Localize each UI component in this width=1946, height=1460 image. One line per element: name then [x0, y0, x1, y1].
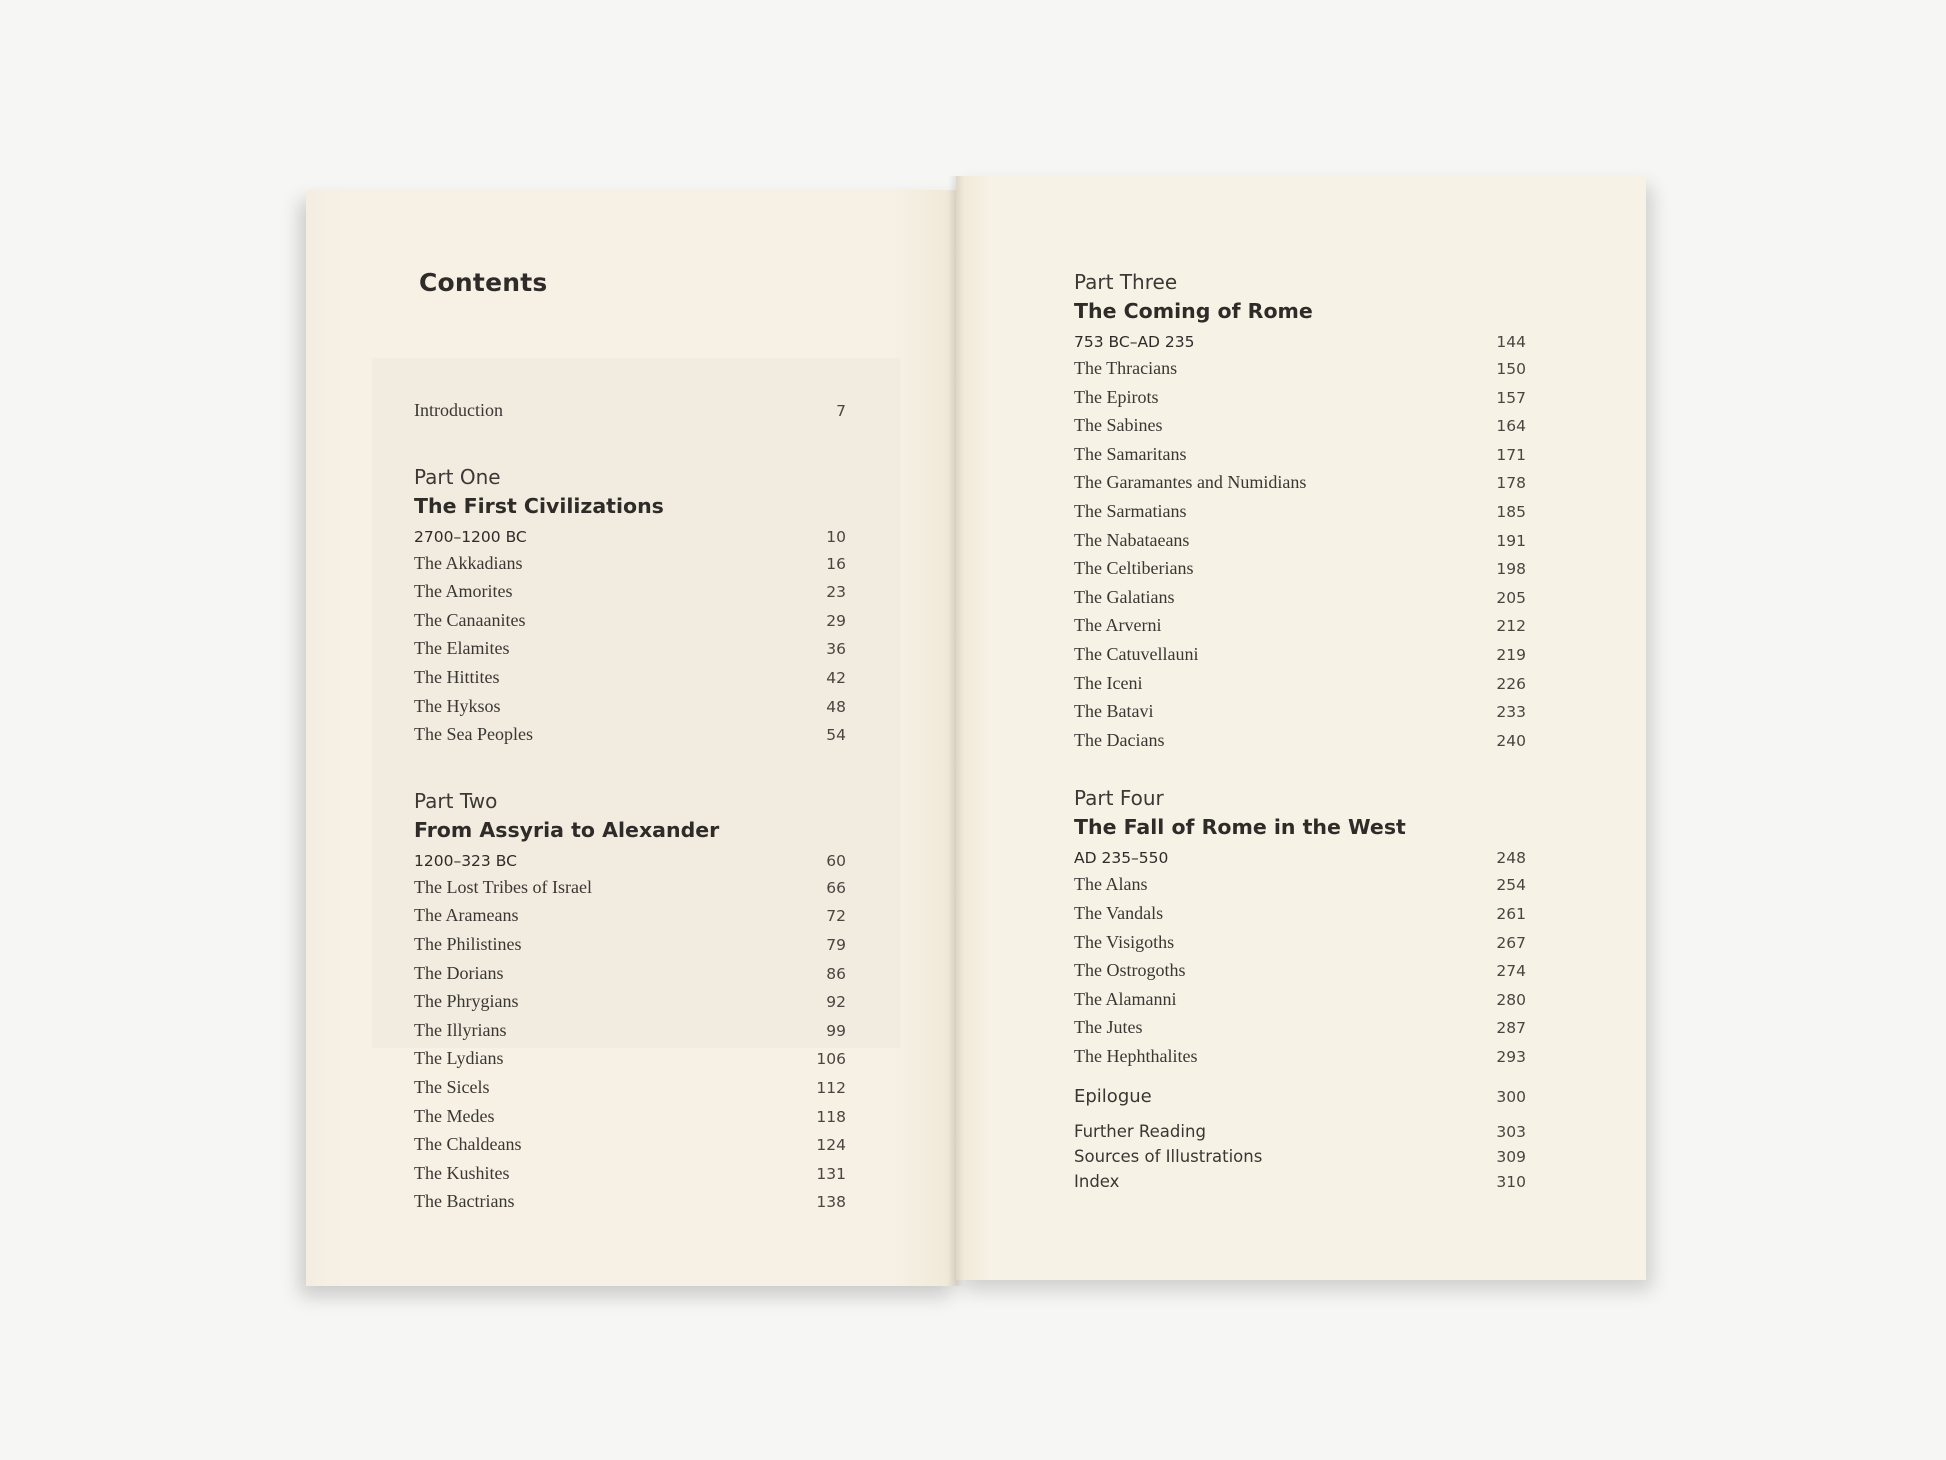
contents-heading: Contents	[419, 268, 548, 297]
toc-entry-title: The Hephthalites	[1074, 1045, 1198, 1066]
toc-entry-page: 280	[1496, 990, 1526, 1009]
toc-entry	[1074, 530, 1526, 559]
toc-entry	[1074, 1046, 1526, 1075]
part-dates-page: 10	[826, 527, 846, 546]
toc-entry-title: The Illyrians	[414, 1019, 507, 1040]
toc-entry-page: 293	[1496, 1047, 1526, 1066]
toc-entry	[414, 1163, 846, 1192]
toc-entry	[1074, 587, 1526, 616]
toc-entry-title: The Catuvellauni	[1074, 643, 1199, 664]
toc-entry-epilogue	[1074, 1086, 1526, 1122]
part-label: Part Three	[1074, 270, 1178, 294]
part-three	[1074, 268, 1526, 758]
toc-entry-page: 118	[816, 1107, 846, 1126]
toc-entry-title: The Arverni	[1074, 615, 1162, 636]
toc-entry-title: The Medes	[414, 1105, 495, 1126]
toc-entry	[414, 696, 846, 725]
toc-entry-title: The Elamites	[414, 638, 510, 659]
toc-entry	[1074, 1122, 1526, 1147]
toc-entry-title: The Jutes	[1074, 1017, 1143, 1038]
toc-entry-title: The Amorites	[414, 581, 513, 602]
toc-entry-page: 219	[1496, 645, 1526, 664]
part-dates: 2700–1200 BC	[414, 527, 527, 546]
book-gutter	[948, 176, 964, 1286]
toc-entry-page: 233	[1496, 703, 1526, 722]
toc-entry	[414, 610, 846, 639]
toc-entry-page: 267	[1496, 933, 1526, 952]
toc-entry	[414, 934, 846, 963]
part-dates-page: 248	[1496, 849, 1526, 868]
toc-entry-page: 42	[826, 668, 846, 687]
toc-entry-page: 99	[826, 1021, 846, 1040]
left-toc-column	[414, 400, 846, 1220]
toc-entry-page: 66	[826, 878, 846, 897]
toc-entry-page: 191	[1496, 531, 1526, 550]
toc-entry-title: The Nabataeans	[1074, 529, 1190, 550]
toc-entry-page: 261	[1496, 904, 1526, 923]
toc-entry-page: 226	[1496, 674, 1526, 693]
toc-entry-title: Sources of Illustrations	[1074, 1147, 1263, 1167]
toc-entry-page: 185	[1496, 502, 1526, 521]
toc-entry-page: 92	[826, 993, 846, 1012]
toc-entry-title: The Visigoths	[1074, 931, 1175, 952]
toc-entry-page: 54	[826, 726, 846, 745]
toc-entry	[1074, 501, 1526, 530]
toc-entry-page: 240	[1496, 731, 1526, 750]
toc-entry	[414, 667, 846, 696]
part-dates: AD 235–550	[1074, 849, 1169, 868]
toc-entry-page: 310	[1496, 1173, 1526, 1192]
toc-entry-title: The Sea Peoples	[414, 724, 533, 745]
part-dates-row	[414, 845, 846, 877]
toc-entry-title: Index	[1074, 1172, 1120, 1192]
toc-entry	[1074, 558, 1526, 587]
toc-entry-title: The Alans	[1074, 874, 1148, 895]
toc-entry-page: 131	[816, 1164, 846, 1183]
part-entries	[1074, 358, 1526, 758]
toc-entry	[1074, 387, 1526, 416]
toc-entry-page: 7	[836, 402, 846, 420]
toc-entry-title: The Akkadians	[414, 552, 523, 573]
toc-entry	[1074, 1017, 1526, 1046]
toc-entry-title: The Batavi	[1074, 701, 1154, 722]
toc-entry	[414, 1077, 846, 1106]
part-dates-page: 60	[826, 851, 846, 870]
part-entries	[1074, 874, 1526, 1074]
toc-entry-title: The Phrygians	[414, 991, 519, 1012]
toc-entry-title: Further Reading	[1074, 1122, 1206, 1142]
toc-entry-page: 106	[816, 1050, 846, 1069]
toc-entry-page: 205	[1496, 588, 1526, 607]
toc-entry-title: The Hyksos	[414, 695, 501, 716]
toc-entry	[1074, 932, 1526, 961]
toc-entry	[1074, 1172, 1526, 1197]
toc-entry-page: 157	[1496, 388, 1526, 407]
toc-entry	[1074, 472, 1526, 501]
toc-entry	[414, 1048, 846, 1077]
toc-entry-page: 178	[1496, 474, 1526, 493]
back-matter	[1074, 1122, 1526, 1197]
part-two	[414, 787, 846, 1220]
part-label: Part Four	[1074, 786, 1164, 811]
toc-entry	[414, 553, 846, 582]
toc-entry-title: The Dorians	[414, 962, 504, 983]
toc-entry-title: Introduction	[414, 400, 503, 420]
part-title: From Assyria to Alexander	[414, 817, 720, 842]
toc-entry-title: The Dacians	[1074, 729, 1165, 750]
toc-entry-page: 274	[1496, 962, 1526, 981]
part-title: The Fall of Rome in the West	[1074, 815, 1406, 840]
toc-entry	[1074, 644, 1526, 673]
toc-entry-title: The Iceni	[1074, 672, 1143, 693]
toc-entry	[414, 724, 846, 753]
toc-entry	[414, 991, 846, 1020]
toc-entry-page: 79	[826, 935, 846, 954]
toc-entry-title: The Bactrians	[414, 1191, 515, 1212]
toc-entry	[1074, 444, 1526, 473]
toc-entry	[414, 963, 846, 992]
toc-entry-page: 23	[826, 583, 846, 602]
part-label: Part One	[414, 464, 501, 489]
toc-entry-page: 309	[1496, 1148, 1526, 1167]
toc-entry-title: The Alamanni	[1074, 988, 1177, 1009]
toc-entry-title: The Hittites	[414, 666, 500, 687]
toc-entry-title: The Chaldeans	[414, 1134, 522, 1155]
toc-entry-page: 138	[816, 1193, 846, 1212]
toc-entry	[1074, 903, 1526, 932]
part-dates-row	[1074, 842, 1526, 874]
part-entries	[414, 553, 846, 753]
toc-entry-title: The Sicels	[414, 1076, 490, 1097]
toc-entry	[414, 581, 846, 610]
toc-entry-title: The Garamantes and Numidians	[1074, 472, 1307, 493]
part-four	[1074, 784, 1526, 1074]
toc-entry-page: 198	[1496, 560, 1526, 579]
toc-entry-page: 287	[1496, 1019, 1526, 1038]
toc-entry-title: The Vandals	[1074, 902, 1164, 923]
toc-entry	[1074, 960, 1526, 989]
toc-entry-page: 29	[826, 611, 846, 630]
toc-entry	[1074, 673, 1526, 702]
toc-entry	[414, 1020, 846, 1049]
toc-entry-title: The Kushites	[414, 1162, 510, 1183]
toc-entry-page: 254	[1496, 876, 1526, 895]
toc-entry-page: 112	[816, 1078, 846, 1097]
part-dates-row	[414, 521, 846, 553]
toc-entry-title: The Sarmatians	[1074, 500, 1187, 521]
toc-entry-page: 300	[1496, 1088, 1526, 1107]
toc-entry-title: The Lydians	[414, 1048, 504, 1069]
toc-entry-page: 36	[826, 640, 846, 659]
toc-entry-title: The Arameans	[414, 905, 519, 926]
toc-entry	[1074, 730, 1526, 759]
toc-entry-page: 212	[1496, 617, 1526, 636]
toc-entry	[414, 638, 846, 667]
toc-entry-title: The Galatians	[1074, 586, 1175, 607]
toc-entry-introduction	[414, 400, 846, 429]
toc-entry	[1074, 415, 1526, 444]
toc-entry	[414, 1191, 846, 1220]
toc-entry-page: 171	[1496, 445, 1526, 464]
right-toc-column	[1074, 268, 1526, 1197]
toc-entry	[1074, 1147, 1526, 1172]
toc-entry	[1074, 358, 1526, 387]
toc-entry-page: 164	[1496, 417, 1526, 436]
toc-entry-page: 86	[826, 964, 846, 983]
toc-entry	[414, 877, 846, 906]
toc-entry-page: 150	[1496, 360, 1526, 378]
part-title: The First Civilizations	[414, 493, 664, 518]
toc-entry	[414, 1134, 846, 1163]
toc-entry-title: The Philistines	[414, 933, 522, 954]
part-entries	[414, 877, 846, 1220]
toc-entry	[1074, 874, 1526, 903]
toc-entry	[414, 1106, 846, 1135]
part-label: Part Two	[414, 788, 498, 813]
toc-entry-page: 72	[826, 907, 846, 926]
toc-entry-title: The Lost Tribes of Israel	[414, 876, 592, 897]
toc-entry-page: 124	[816, 1136, 846, 1155]
part-dates: 753 BC–AD 235	[1074, 333, 1195, 351]
toc-entry	[1074, 989, 1526, 1018]
toc-entry-page: 48	[826, 697, 846, 716]
part-dates: 1200–323 BC	[414, 851, 517, 870]
toc-entry-title: The Samaritans	[1074, 443, 1187, 464]
toc-entry-title: The Sabines	[1074, 415, 1163, 436]
toc-entry	[414, 905, 846, 934]
toc-entry-page: 303	[1496, 1123, 1526, 1142]
part-dates-row	[1074, 326, 1526, 358]
toc-entry-title: Epilogue	[1074, 1086, 1152, 1108]
part-one	[414, 463, 846, 753]
toc-entry-title: The Canaanites	[414, 609, 526, 630]
part-dates-page: 144	[1496, 333, 1526, 351]
part-title: The Coming of Rome	[1074, 299, 1313, 323]
toc-entry-page: 16	[826, 554, 846, 573]
toc-entry-title: The Thracians	[1074, 358, 1178, 378]
toc-entry-title: The Epirots	[1074, 386, 1159, 407]
toc-entry-title: The Ostrogoths	[1074, 960, 1186, 981]
toc-entry	[1074, 701, 1526, 730]
toc-entry	[1074, 615, 1526, 644]
toc-entry-title: The Celtiberians	[1074, 558, 1194, 579]
